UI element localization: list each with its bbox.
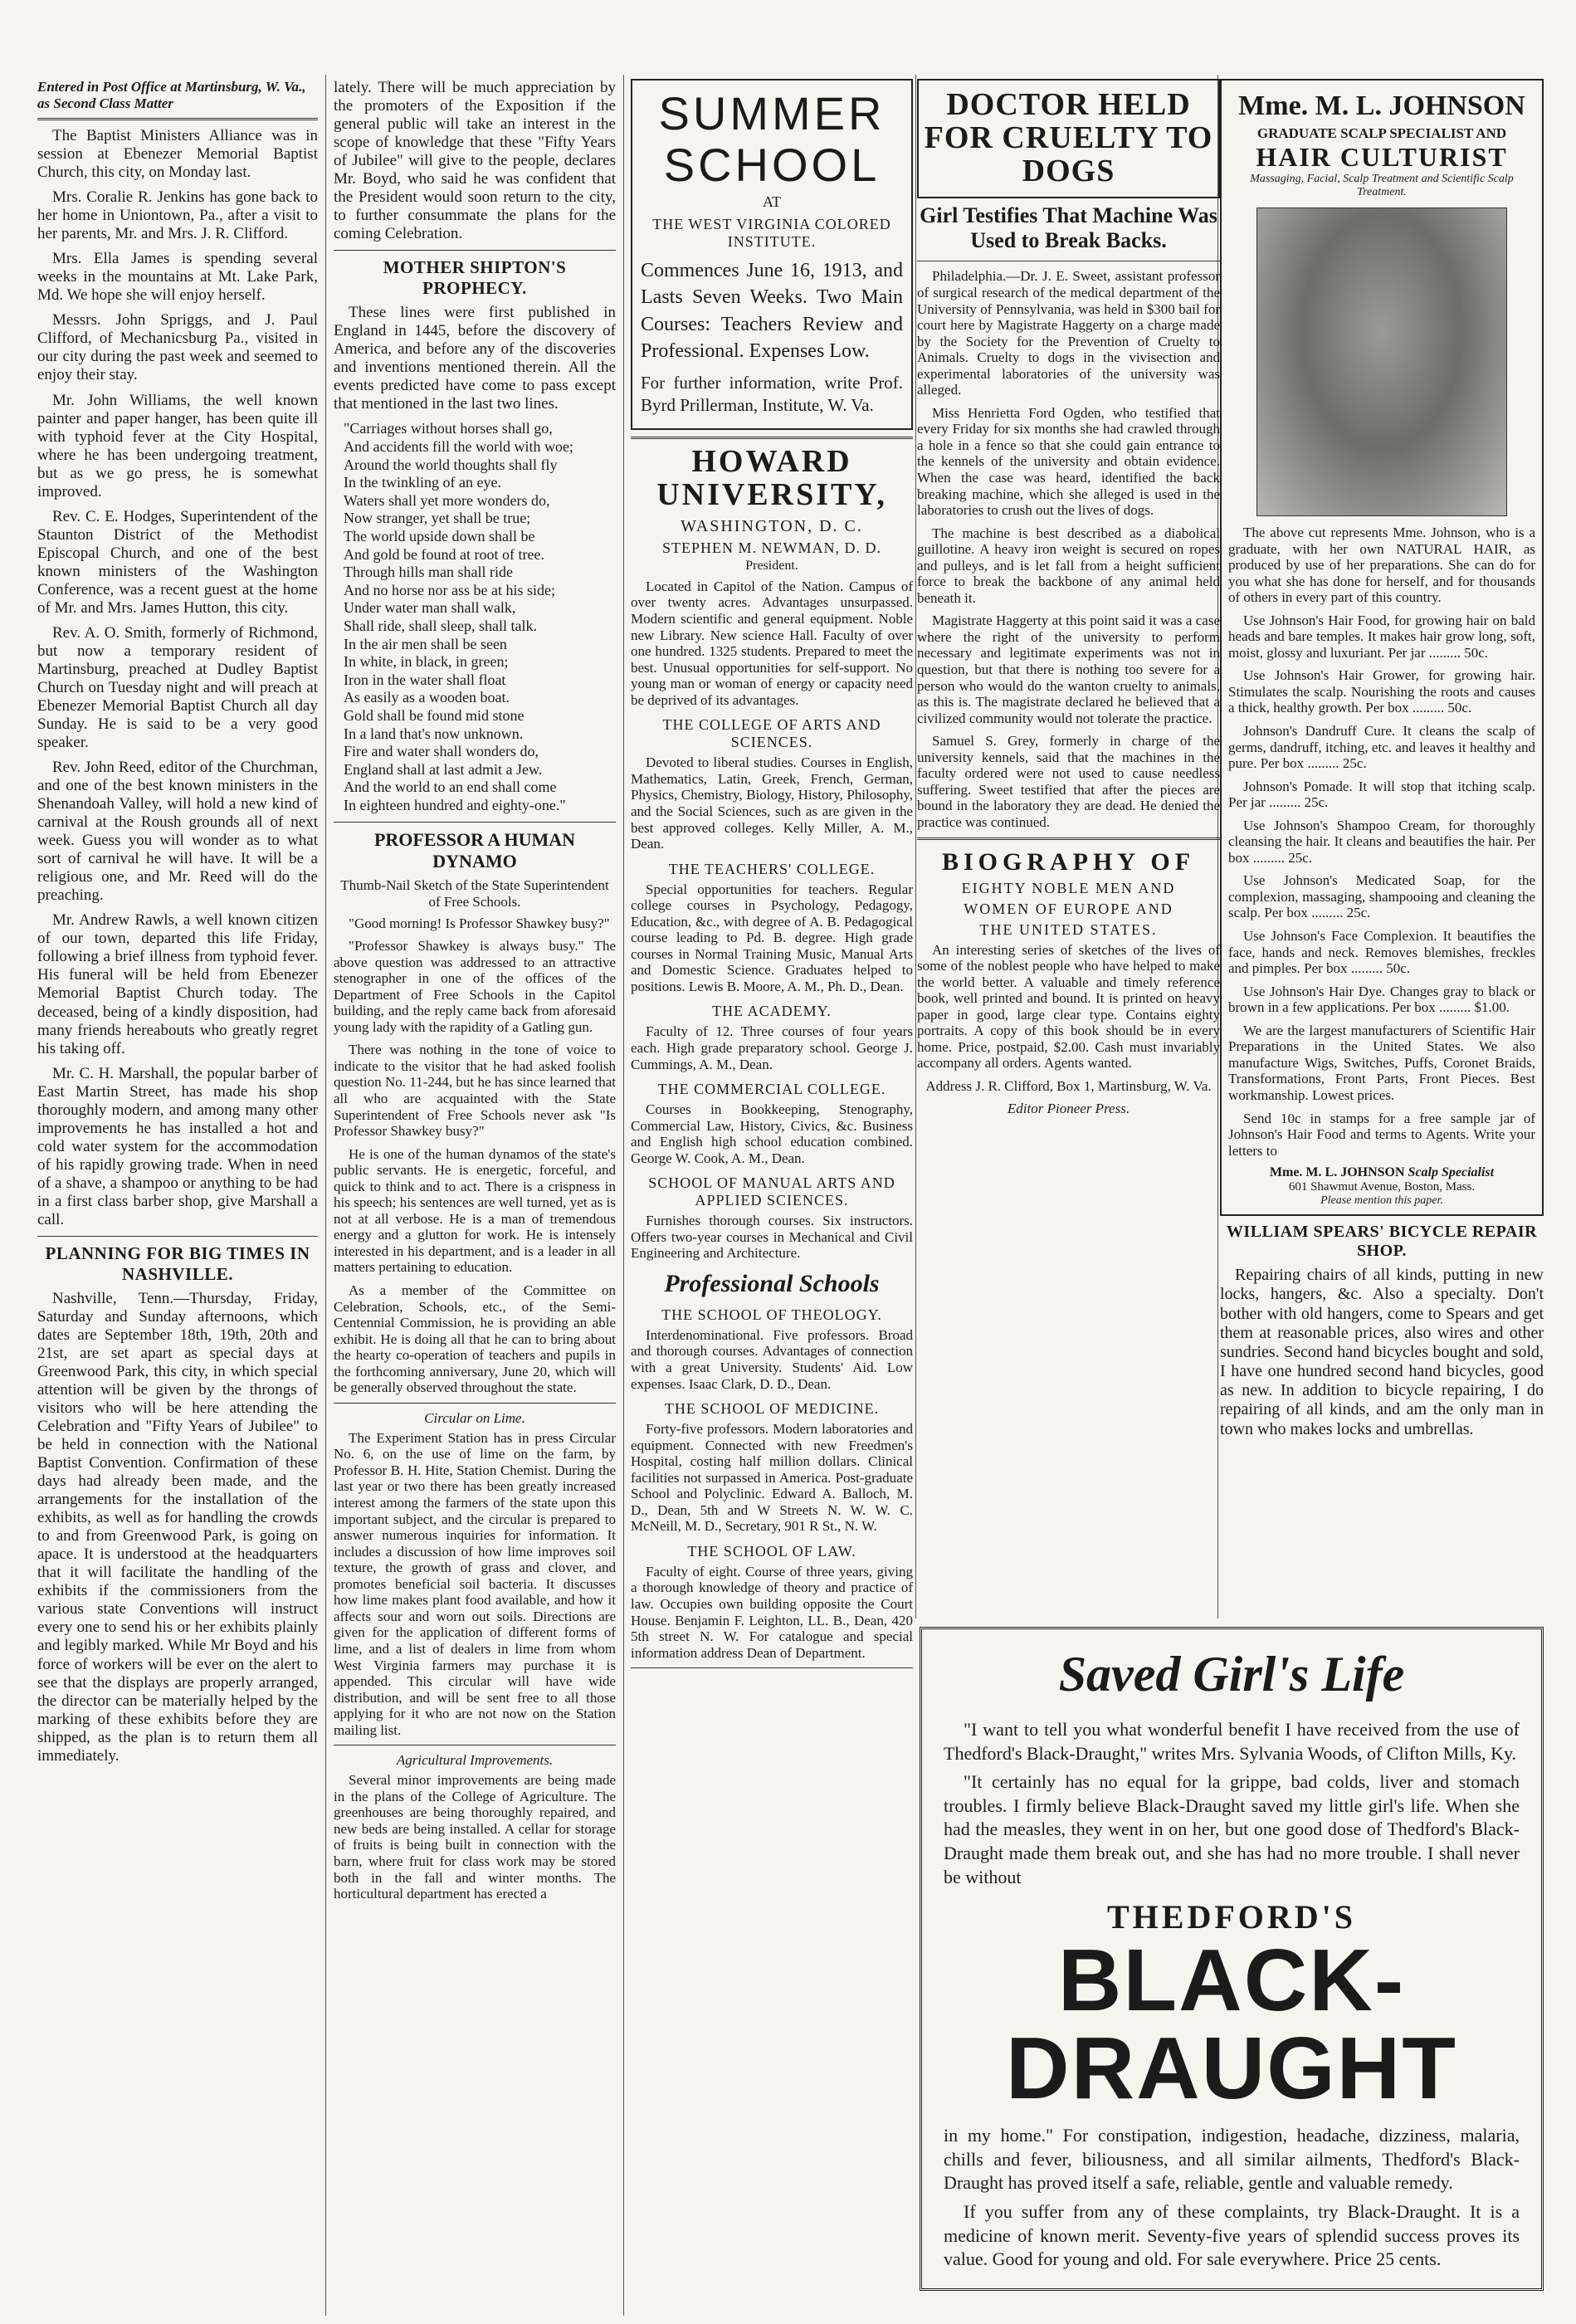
section-body: Furnishes thorough courses. Six instructors. Offers two-year courses in Mechanical and Civil Engineering and Architecture. <box>631 1213 913 1262</box>
brand-logo: BLACK-DRAUGHT <box>1006 1931 1457 2118</box>
ad-paragraph: "I want to tell you what wonderful benefit I have received from the use of Thedford's Black-Draught," writes Mrs. Sylvania Woods, of Clifton Mills, Ky. <box>944 1719 1520 1764</box>
ad-title-line: GRADUATE SCALP SPECIALIST AND <box>1256 125 1507 141</box>
brand-name: THEDFORD'S <box>1106 1898 1357 1936</box>
ad-product: Johnson's Dandruff Cure. It cleans the scalp of germs, dandruff, itching, etc. and leaves it healthy and pure. Per box ......... 25c. <box>1228 723 1535 772</box>
article-headline: Agricultural Improvements. <box>396 1752 554 1769</box>
prophecy-poem: "Carriages without horses shall go, And accidents fill the world with woe; Around the world thoughts shall fly In the twinkling of an eye. Waters shall yet more wonders do, Now stranger, yet shall be true; The world upside down shall be And gold be found at root of tree. Through hills man shall ride And no horse nor ass be at his side; Under water man shall walk, Shall ride, shall sleep, shall talk. In the air men shall be seen In white, in black, in green; Iron in the water shall float As easily as a wooden boat. Gold shall be found mid stone In a land that's now unknown. Fire and water shall wonders do, England shall at last admit a Jew. And the world to an end shall come In eighteen hundred and eighty-one." <box>344 420 573 813</box>
section-body: Forty-five professors. Modern laboratories and equipment. Connected with new Freedmen's Hospital, costing half million dollars. Clinical facilities not surpassed in America. Post-graduate School and Polyclinic. Edward A. Balloch, M. D., Dean, 5th and W Streets N. W. W. C. McNeill, M. D., Secretary, 901 R St., N. W. <box>631 1421 913 1535</box>
news-item: Mrs. Ella James is spending several weeks in the mountains at Mt. Lake Park, Md. We hope she will enjoy herself. <box>37 250 318 305</box>
divider <box>917 837 1220 840</box>
section-title: THE COMMERCIAL COLLEGE. <box>657 1081 886 1098</box>
article-body: As a member of the Committee on Celebration, Schools, etc., of the Semi-Centennial Commission, he is providing an able exhibit. He is doing all that he can to bring about the hearty co-operation of teachers and pupils in the forthcoming anniversary, June 20, which will be generally observed throughout the state. <box>334 1282 616 1396</box>
section-title: THE ACADEMY. <box>712 1003 832 1020</box>
summer-school-ad <box>631 79 913 430</box>
johnson-ad <box>1220 79 1544 1216</box>
news-item: Mrs. Coralie R. Jenkins has gone back to her home in Uniontown, Pa., after a visit to her parents, Mr. and Mrs. J. R. Clifford. <box>37 188 318 243</box>
article-headline: Circular on Lime. <box>424 1409 525 1426</box>
black-draught-ad <box>920 1627 1544 2291</box>
column-rule <box>325 75 326 2316</box>
section-body: Faculty of 12. Three courses of four years each. High grade preparatory school. George J. Cummings, A. M., Dean. <box>631 1023 913 1072</box>
section-title: THE SCHOOL OF MEDICINE. <box>664 1400 880 1418</box>
column-schools <box>631 79 913 2303</box>
ad-sub: Massaging, Facial, Scalp Treatment and Scientific Scalp Treatment. <box>1250 173 1514 198</box>
ad-title: SCHOOL <box>663 139 881 191</box>
book-ad-editor: Editor Pioneer Press. <box>1007 1101 1130 1117</box>
ad-product: Use Johnson's Hair Food, for growing hair on bald heads and bare temples. It makes hair grow long, soft, moist, glossy and luxuriant. Per jar ......... 50c. <box>1228 612 1535 661</box>
university-intro: Located in Capitol of the Nation. Campus of over twenty acres. Advantages unsurpassed. Modern scientific and general equipment. Noble new Library. New science Hall. Faculty of over one hundred. 1325 students. Prepared to meet the best. Unusual opportunities for self-support. No young man or woman of energy or capacity need be deprived of its advantages. <box>631 578 913 708</box>
shop-ad-body: Repairing chairs of all kinds, putting in new locks, hangers, &c. Also a specialty. Don't bother with old hangers, come to Spears and get them at reasonable prices, also wires and other sundries. Second hand bicycles bought and sold, I have one hundred second hand bicycles, good as new. In addition to bicycle repairing, I do repairing of all kinds, and am the only man in town who makes locks and umbrellas. <box>1220 1266 1544 1438</box>
divider <box>334 822 616 823</box>
article-body: The Experiment Station has in press Circular No. 6, on the use of lime on the farm, by Professor B. H. Hite, Station Chemist. During the last year or two there has been greatly increased interest among the farmers of the state upon this important subject, and the circular is prepared to answer numerous inquiries for information. It includes a discussion of how lime improves soil texture, the growth of grass and clover, and promotes beneficial soil bacteria. It discusses how lime makes plant food available, and how it affects sour and worn out soils. Directions are given for the application of different forms of lime, and a list of dealers in lime from whom West Virginia farmers may purchase it is appended. This circular will have wide distribution, and will be sent free to all those applying for it who are not now on the Station mailing list. <box>334 1429 616 1738</box>
ad-paragraph: If you suffer from any of these complaints, try Black-Draught. It is a medicine of known merit. Seventy-five years of splendid success proves its value. Good for young and old. For sale everywhere. Price 25 cents. <box>944 2200 1520 2270</box>
shop-ad-title: WILLIAM SPEARS' BICYCLE REPAIR SHOP. <box>1226 1223 1538 1261</box>
article-headline: PROFESSOR A HUMAN DYNAMO <box>373 828 576 872</box>
article-body: He is one of the human dynamos of the state's public servants. He is energetic, forceful, and quick to think and to act. There is a crispness in his speech; his sentences are well turned, yet as is not at all verbose. He is a man of tremendous energy and a glutton for work. He is intensely interested in his department, and is a leader in all matters pertaining to education. <box>334 1145 616 1276</box>
president-label: President. <box>745 558 798 573</box>
ad-info: For further information, write Prof. Byrd Prillerman, Institute, W. Va. <box>641 372 903 415</box>
section-body: Devoted to liberal studies. Courses in English, Mathematics, Latin, Greek, French, German, Physics, Chemistry, Biology, History, Philosophy, and the Social Sciences, such as are given in the best approved colleges. Kelly Miller, A. M., Dean. <box>631 754 913 852</box>
article-body: "Professor Shawkey is always busy." The above question was addressed to an attractive stenographer in one of the offices of the Department of Free Schools in the Capitol building, and the reply came back from aforesaid young lady with the rapidity of a Gatling gun. <box>334 938 616 1035</box>
university-place: WASHINGTON, D. C. <box>681 516 863 535</box>
section-title: THE SCHOOL OF THEOLOGY. <box>661 1306 882 1323</box>
article-continued: lately. There will be much appreciation by the promoters of the Exposition if the general public will take an interest in the scope of knowledge that these "Fifty Years of Jubilee" will give to the people, declares Mr. Boyd, who said he was confident that the President would soon return to the city, to further consummate the plans for the coming Celebration. <box>334 79 616 243</box>
ad-paragraph: "It certainly has no equal for la grippe, bad colds, liver and stomach troubles. I firmly believe Black-Draught saved my little girl's life. When she had the measles, they went in on her, but one good dose of Thedford's Black-Draught made them break out, and she has had no more trouble. I shall never be without <box>944 1771 1520 1887</box>
section-title: THE SCHOOL OF LAW. <box>687 1542 856 1560</box>
ad-body: The above cut represents Mme. Johnson, who is a graduate, with her own NATURAL HAIR, as produced by use of her preparations. She can do for you what she has done for herself, and for thousands of others in every part of this country. <box>1228 525 1535 606</box>
book-ad-subtitle: WOMEN OF EUROPE AND <box>964 900 1173 917</box>
column-rule <box>915 75 916 1618</box>
column-local-news <box>37 79 318 2303</box>
article-subhead: Thumb-Nail Sketch of the State Superintendent of Free Schools. <box>340 876 609 910</box>
article-body: Philadelphia.—Dr. J. E. Sweet, assistant professor of surgical research of the medical department of the University of Pennsylvania, was held in $300 bail for court here by Magistrate Haggerty on a charge made by the Society for the Prevention of Cruelty to Animals. Cruelty to dogs in the vivisection and experimental laboratories of the university was alleged. <box>917 268 1220 398</box>
news-item: The Baptist Ministers Alliance was in session at Ebenezer Memorial Baptist Church, this city, on Monday last. <box>37 127 318 182</box>
news-item: Mr. C. H. Marshall, the popular barber of East Martin Street, has made his shop thoroughly modern, and among many other improvements he has installed a hot and cold water system for the accommodation of his rapidly growing trade. When in need of a shave, a shampoo or anything to be had in a first class barber shop, give Marshall a call. <box>37 1064 318 1228</box>
ad-headline: Saved Girl's Life <box>1058 1647 1405 1702</box>
ad-paragraph: in my home." For constipation, indigestion, headache, dizziness, malaria, chills and fever, biliousness, and all similar ailments, Thedford's Black-Draught has proved itself a safe, reliable, gentle and valuable remedy. <box>944 2125 1520 2194</box>
university-president: STEPHEN M. NEWMAN, D. D. <box>662 539 881 556</box>
ad-body: Commences June 16, 1913, and Lasts Seven Weeks. Two Main Courses: Teachers Review and Professional. Expenses Low. <box>641 260 903 363</box>
news-item: Rev. John Reed, editor of the Churchman, and one of the best known ministers in the Shenandoah Valley, will hold a new kind of carnival at the Roush grounds all of next week. Guess you will wonder as to what sort of carnival he will have. It will be a religious one, and Mr. Reed will do the preaching. <box>37 759 318 905</box>
article-headline: DOCTOR HELD FOR CRUELTY TO DOGS <box>924 87 1213 188</box>
section-title: SCHOOL OF MANUAL ARTS AND APPLIED SCIENCES. <box>648 1174 895 1209</box>
ad-mention: Please mention this paper. <box>1320 1194 1443 1208</box>
divider <box>37 118 318 120</box>
article-headline: MOTHER SHIPTON'S PROPHECY. <box>383 257 567 299</box>
ad-title: SUMMER <box>658 87 886 139</box>
ad-address: 601 Shawmut Avenue, Boston, Mass. <box>1288 1180 1476 1194</box>
article-body: Nashville, Tenn.—Thursday, Friday, Saturday and Sunday afternoons, which dates are September 18th, 19th, 20th and 21st, are set apart as special days at Greenwood Park, this city, in which special attention will be given by the throngs of visitors who will be here attending the Celebration and "Fifty Years of Jubilee" to be held in connection with the National Baptist Convention. Confirmation of these days had already been made, and the arrangements for the installation of the exhibits, as well as for handling the crowds to and from Greenwood Park, is going on apace. It is understood at the headquarters that it will facilitate the handling of the exhibits if the commissioners from the various state Conventions will instruct every one to send his or her exhibits plainly and legibly marked. While Mr Boyd and his force of workers will be ever on the alert to see that the displays are properly arranged, the director can be materially helped by the marking of these exhibits before they are shipped, as the plan is to return them all immediately. <box>37 1289 318 1765</box>
column-doctor-story <box>917 79 1220 1540</box>
section-body: Faculty of eight. Course of three years, giving a thorough knowledge of theory and practice of law. Occupies own building opposite the Court House. Benjamin F. Leighton, LL. B., Dean, 420 5th street N. W. For catalogue and special information address Dean of Department. <box>631 1563 913 1661</box>
book-ad-title: BIOGRAPHY OF <box>941 847 1196 876</box>
ad-signature: Mme. M. L. JOHNSON <box>1269 1165 1405 1180</box>
article-intro: These lines were first published in England in 1445, before the discovery of America, and before any of the discoveries and inventions mentioned therein. All the events predicted have come to pass except that mentioned in the last two lines. <box>334 304 616 413</box>
article-body: The machine is best described as a diabolical guillotine. A heavy iron weight is secured on ropes and pulleys, and is let fall from a height sufficient force to break the backbone of any animal held beneath it. <box>917 525 1220 606</box>
article-body: Several minor improvements are being made in the plans of the College of Agriculture. The greenhouses are being thoroughly repaired, and new beds are being installed. A cellar for storage of fruits is being built in connection with the barn, where fruit for class work may be stored both in the fall and winter months. The horticultural department has erected a <box>334 1772 616 1902</box>
headline-box <box>917 79 1220 198</box>
section-title: THE TEACHERS' COLLEGE. <box>668 860 876 877</box>
article-body: Samuel S. Grey, formerly in charge of the university kennels, said that the machines in the faculty ordered were not used to cause needless suffering. Sweet testified that after the pieces are bound in the laboratory they are dead. He denied the practice was continued. <box>917 733 1220 830</box>
news-item: Mr. Andrew Rawls, a well known citizen of our town, departed this life Friday, following a brief illness from typhoid fever. His funeral will be held from Ebenezer Memorial Baptist Church today. The deceased, being of a kindly disposition, had many friends hereabouts who greatly regret his taking off. <box>37 911 318 1057</box>
university-title: HOWARD UNIVERSITY, <box>656 444 887 513</box>
book-ad-subtitle: EIGHTY NOBLE MEN AND <box>961 879 1176 896</box>
article-body: Magistrate Haggerty at this point said it was a case where the right of the university to perform necessary and legitimate experiments was not in question, but that there is nothing too severe for a person who would do the wanton cruelty to animals, as this is. The magistrate declared he believed that a civilized community would not tolerate the practice. <box>917 613 1220 726</box>
article-body: There was nothing in the tone of voice to indicate to the visitor that he had asked foolish question No. 11-244, but he has since learned that all who are acquainted with the State Superintendent of Free Schools never ask "Is Professor Shawkey busy?" <box>334 1042 616 1140</box>
section-body: Interdenominational. Five professors. Broad and thorough courses. Advantages of connection with a great University. Students' Aid. Low expenses. Isaac Clark, D. D., Dean. <box>631 1326 913 1392</box>
column-johnson-ad <box>1220 79 1544 1438</box>
ad-product: Johnson's Pomade. It will stop that itching scalp. Per jar ......... 25c. <box>1228 778 1535 811</box>
divider <box>334 1403 616 1404</box>
professional-schools-title: Professional Schools <box>664 1269 880 1297</box>
ad-product: Use Johnson's Face Complexion. It beautifies the face, hands and neck. Removes blemishes, freckles and pimples. Per box ......... 50c. <box>1228 928 1535 977</box>
book-ad-subtitle: THE UNITED STATES. <box>979 920 1158 938</box>
postal-notice: Entered in Post Office at Martinsburg, W. Va., as Second Class Matter <box>37 79 306 111</box>
ad-product: Use Johnson's Medicated Soap, for the complexion, massaging, shampooing and cleaning the scalp. Per box ......... 25c. <box>1228 872 1535 921</box>
column-features <box>334 79 616 2303</box>
news-item: Rev. A. O. Smith, formerly of Richmond, but now a temporary resident of Martinsburg, preached at Dudley Baptist Church on Tuesday night and will preach at Ebenezer Memorial Baptist Church all day Sunday. He is said to be a very good speaker. <box>37 623 318 752</box>
article-subhead: Girl Testifies That Machine Was Used to Break Backs. <box>920 203 1217 252</box>
ad-at: AT <box>763 193 781 210</box>
column-rule <box>623 75 624 2316</box>
section-body: Special opportunities for teachers. Regular college courses in Psychology, Pedagogy, Education, &c., with degree of A. B. Pedagogical course leading to Pd. B. degree. High grade courses in Normal Training Music, Manual Arts and Domestic Science. Graduates helped to positions. Lewis B. Moore, A. M., Ph. D., Dean. <box>631 881 913 994</box>
news-item: Rev. C. E. Hodges, Superintendent of the Staunton District of the Methodist Episcopal Church, and one of the best known ministers of the Washington Conference, was a recent guest at the home of Mr. and Mrs. James Hutton, this city. <box>37 507 318 617</box>
ad-body: We are the largest manufacturers of Scientific Hair Preparations in the United States. We also manufacture Wigs, Switches, Puffs, Coronet Braids, Transformations, Front Parts, Front Pieces. Best workmanship. Lowest prices. <box>1228 1022 1535 1103</box>
ad-product: Use Johnson's Shampoo Cream, for thoroughly cleansing the hair. It cleans and beautifies the hair. Per box ......... 25c. <box>1228 817 1535 866</box>
ad-signature-title: Scalp Specialist <box>1408 1165 1495 1180</box>
divider <box>631 437 913 439</box>
divider <box>631 1667 913 1668</box>
section-body: Courses in Bookkeeping, Stenography, Commercial Law, History, Civics, &c. Business and English high school education combined. George W. Cook, A. M., Dean. <box>631 1101 913 1166</box>
ad-product: Use Johnson's Hair Dye. Changes gray to black or brown in a few applications. Per box ......... $1.00. <box>1228 983 1535 1016</box>
portrait-image <box>1256 208 1507 516</box>
news-item: Mr. John Williams, the well known painter and paper hanger, has been quite ill with typhoid fever at the City Hospital, where he has been undergoing treatment, but as we go press, he is somewhat improved. <box>37 391 318 500</box>
article-body: Miss Henrietta Ford Ogden, who testified that every Friday for six months she had crawled through a hole in a fence so that she could gain entrance to the kennels of the university and obtain evidence. When the case was heard, identified the back breaking machine, which she alleged is used in the laboratories to crush out the lives of dogs. <box>917 404 1220 519</box>
divider <box>334 250 616 251</box>
ad-body: Send 10c in stamps for a free sample jar of Johnson's Hair Food and terms to Agents. Write your letters to <box>1228 1110 1535 1159</box>
ad-name: Mme. M. L. JOHNSON <box>1238 90 1525 121</box>
article-headline: PLANNING FOR BIG TIMES IN NASHVILLE. <box>45 1243 310 1284</box>
book-ad-body: An interesting series of sketches of the lives of some of the noblest people who have helped to make the world better. A valuable and timely reference book, well printed and bound. It is printed on heavy paper in good, large clear type. Contains eighty portraits. A copy of this book should be in every home. Price, postpaid, $2.00. Cash must invariably accompany all orders. Agents wanted. <box>917 941 1220 1072</box>
ad-institute: THE WEST VIRGINIA COLORED INSTITUTE. <box>652 216 891 250</box>
ad-product: Use Johnson's Hair Grower, for growing hair. Stimulates the scalp. Nourishing the roots and causes a thick, healthy growth. Per box ......... 50c. <box>1228 667 1535 716</box>
divider <box>37 1236 318 1237</box>
section-title: THE COLLEGE OF ARTS AND SCIENCES. <box>662 716 881 751</box>
book-ad-address: Address J. R. Clifford, Box 1, Martinsburg, W. Va. <box>925 1077 1212 1094</box>
news-item: Messrs. John Spriggs, and J. Paul Clifford, of Mechanicsburg Pa., visited in our city during the past week and seemed to enjoy their stay. <box>37 311 318 384</box>
ad-hair-title: HAIR CULTURIST <box>1256 142 1508 172</box>
article-body: "Good morning! Is Professor Shawkey busy?" <box>349 915 610 931</box>
